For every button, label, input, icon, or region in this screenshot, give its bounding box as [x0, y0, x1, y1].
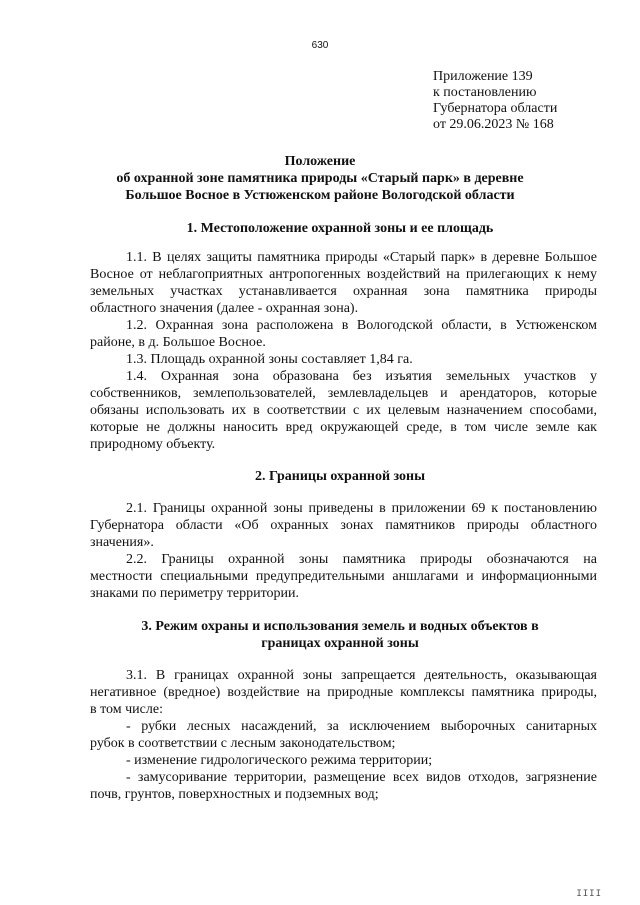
section-1-heading: 1. Местоположение охранной зоны и ее площадь	[186, 221, 494, 236]
document-title	[100, 153, 540, 204]
title-line: Положение	[284, 154, 356, 169]
appendix-line: Приложение 139	[433, 69, 533, 84]
paragraph-1-4: 1.4. Охранная зона образована без изъятия земельных участков у собственников, землепользователей, землевладельцев и арендаторов, которые обязаны использовать их в соответствии с их целевым назначением способами, которые не должны наносить вред окружающей среде, в том числе земле как природному объекту.	[90, 369, 597, 452]
paragraph-1-3: 1.3. Площадь охранной зоны составляет 1,84 га.	[126, 352, 413, 367]
paragraph-3-1: 3.1. В границах охранной зоны запрещается деятельность, оказывающая негативное (вредное) воздействие на природные комплексы памятника природы, в том числе:	[90, 668, 597, 717]
appendix-line: Губернатора области	[433, 101, 558, 116]
appendix-line: к постановлению	[433, 85, 537, 100]
section-3-heading: 3. Режим охраны и использования земель и водных объектов в границах охранной зоны	[141, 619, 539, 651]
list-item-littering: - замусоривание территории, размещение всех видов отходов, загрязнение почв, грунтов, поверхностных и подземных вод;	[90, 770, 597, 802]
title-line: об охранной зоне памятника природы «Старый парк» в деревне	[116, 171, 524, 186]
page-number: 630	[311, 40, 329, 51]
list-item-hydrology: - изменение гидрологического режима территории;	[126, 753, 433, 768]
appendix-block	[433, 69, 557, 133]
title-line: Большое Восное в Устюженском районе Вологодской области	[125, 188, 515, 203]
paragraph-1-1: 1.1. В целях защиты памятника природы «Старый парк» в деревне Большое Восное от неблагоприятных антропогенных воздействий на прилегающих к нему земельных участках устанавливается охранная зона памятника природы областного значения (далее - охранная зона).	[90, 250, 597, 316]
list-item-felling: - рубки лесных насаждений, за исключением выборочных санитарных рубок в соответствии с лесным законодательством;	[90, 719, 597, 751]
page-footer-mark: IIII	[576, 889, 602, 899]
paragraph-2-2: 2.2. Границы охранной зоны памятника природы обозначаются на местности специальными предупредительными аншлагами и информационными знаками по периметру территории.	[90, 552, 597, 601]
paragraph-2-1: 2.1. Границы охранной зоны приведены в приложении 69 к постановлению Губернатора области «Об охранных зонах памятников природы областного значения».	[90, 501, 597, 550]
section-2-heading: 2. Границы охранной зоны	[254, 469, 426, 484]
paragraph-1-2: 1.2. Охранная зона расположена в Вологодской области, в Устюженском районе, в д. Большое Восное.	[90, 318, 597, 350]
appendix-line: от 29.06.2023 № 168	[433, 117, 554, 132]
